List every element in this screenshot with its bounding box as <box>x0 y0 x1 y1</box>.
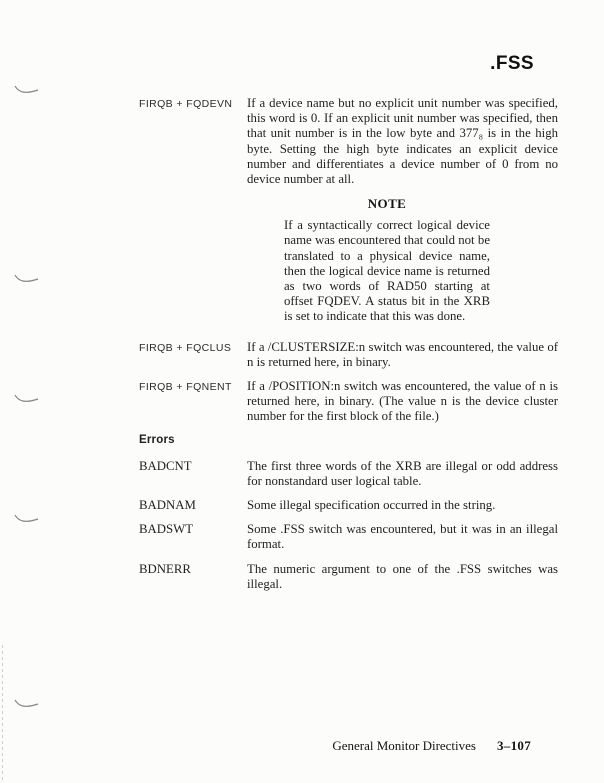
field-row-fqnent <box>139 379 558 425</box>
page-footer <box>0 738 531 754</box>
error-row-badcnt <box>139 459 558 489</box>
error-code: BDNERR <box>139 561 191 576</box>
field-description: If a device name but no explicit unit number was specified, this word is 0. If an explicit unit number was specified, then that unit number is in the low byte and 377₈ is in the high byte. Setting the high byte indicates an explicit device number and differentiates a device number of 0 from no device number at all. <box>247 96 558 187</box>
note-title: NOTE <box>367 196 407 212</box>
field-label: FIRQB + FQDEVN <box>139 98 233 110</box>
error-row-badswt <box>139 522 558 552</box>
error-description: The first three words of the XRB are illegal or odd address for nonstandard user logical table. <box>247 458 558 488</box>
error-row-bdnerr <box>139 562 558 592</box>
field-row-fqdevn <box>139 96 558 187</box>
binding-mark <box>13 392 40 405</box>
error-code: BADCNT <box>139 458 192 473</box>
error-description: The numeric argument to one of the .FSS switches was illegal. <box>247 561 558 591</box>
field-description: If a /CLUSTERSIZE:n switch was encountered, the value of n is returned here, in binary. <box>247 339 558 369</box>
field-description: If a /POSITION:n switch was encountered, the value of n is returned here, in binary. (The value n is the device cluster number for the first block of the file.) <box>247 379 558 424</box>
error-description: Some illegal specification occurred in the string. <box>247 498 496 513</box>
errors-heading: Errors <box>139 433 175 446</box>
binding-mark <box>13 697 40 710</box>
error-code: BADSWT <box>139 522 194 537</box>
note-text: If a syntactically correct logical device name was encountered that could not be translated to a physical device name, then the logical device name is returned as two words of RAD50 starting at offset FQDEV. A status bit in the XRB is set to indicate that this was done. <box>284 218 490 324</box>
footer-section-title: General Monitor Directives <box>332 738 476 753</box>
note-block <box>247 196 558 324</box>
binding-mark <box>13 512 40 525</box>
binding-mark <box>13 83 40 96</box>
binding-mark <box>13 272 40 285</box>
field-row-fqclus <box>139 340 558 370</box>
footer-page-number: 3–107 <box>497 738 531 753</box>
error-row-badnam <box>139 498 558 513</box>
field-label: FIRQB + FQCLUS <box>139 341 232 354</box>
field-label: FIRQB + FQNENT <box>139 381 232 394</box>
scan-edge-artifact <box>2 645 3 783</box>
page-content <box>139 96 558 601</box>
error-code: BADNAM <box>139 498 196 513</box>
page-title: .FSS <box>490 53 534 74</box>
error-description: Some .FSS switch was encountered, but it was in an illegal format. <box>247 522 558 552</box>
